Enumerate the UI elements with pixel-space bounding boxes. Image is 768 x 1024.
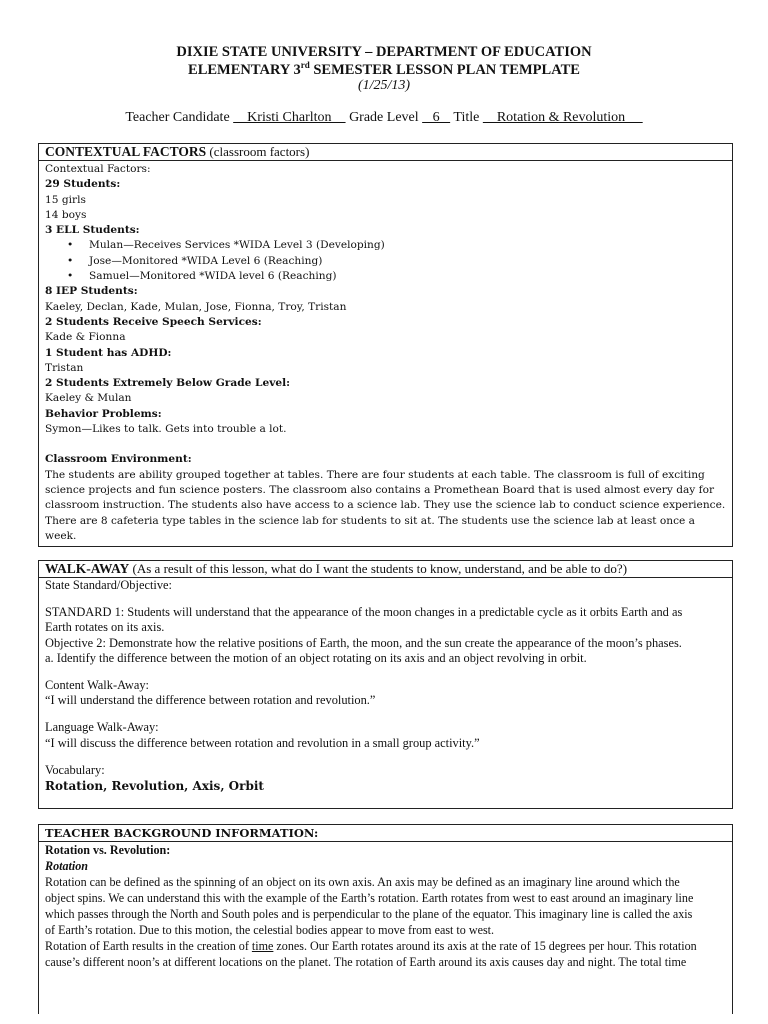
- contextual-factors-section: [38, 143, 733, 547]
- background-body: Rotation vs. Revolution: Rotation Rotation can be defined as the spinning of an object on its own axis. An axis may be defined as an imaginary line around which the object spins. We can understand this with the example of the Earth’s rotation. Earth rotates from west to east around an imaginary line which passes through the North and South poles and is perpendicular to the plane of the equator. This imaginary line is called the axis of Earth’s rotation. Due to this motion, the celestial bodies appear to move from east to west. Rotation of Earth results in the creation of time zones. Our Earth rotates around its axis at the rate of 15 degrees per hour. This rotation cause’s different noon’s at different locations on the planet. The rotation of Earth around its axis causes day and night. The total time: [45, 843, 697, 969]
- template-title: ELEMENTARY 3rd SEMESTER LESSON PLAN TEMPLATE: [188, 60, 580, 78]
- section-heading: WALK-AWAY (As a result of this lesson, what do I want the students to know, understand, and be able to do?): [39, 561, 732, 578]
- university-title: DIXIE STATE UNIVERSITY – DEPARTMENT OF EDUCATION: [176, 44, 592, 60]
- ell-list: [67, 238, 726, 284]
- grade-value: 6: [422, 110, 451, 125]
- title-label: Title: [453, 110, 480, 125]
- section-heading: CONTEXTUAL FACTORS (classroom factors): [39, 144, 732, 161]
- template-date: (1/25/13): [357, 78, 411, 93]
- walk-away-section: [38, 560, 733, 809]
- list-item: • Samuel—Monitored *WIDA level 6 (Reaching): [67, 269, 726, 284]
- teacher-background-section: [38, 824, 733, 1014]
- candidate-line: [0, 110, 768, 126]
- list-item: • Mulan—Receives Services *WIDA Level 3 (Developing): [67, 238, 726, 253]
- grade-label: Grade Level: [349, 110, 419, 125]
- teacher-value: Kristi Charlton: [233, 110, 346, 125]
- vocabulary-list: Rotation, Revolution, Axis, Orbit: [45, 779, 264, 794]
- list-item: • Jose—Monitored *WIDA Level 6 (Reaching): [67, 254, 726, 269]
- teacher-label: Teacher Candidate: [125, 110, 230, 125]
- title-value: Rotation & Revolution: [482, 110, 643, 125]
- section-heading: TEACHER BACKGROUND INFORMATION:: [39, 825, 732, 842]
- contextual-body: Contextual Factors: 29 Students: 15 girls 14 boys 3 ELL Students: • Mulan—Receives Services *WIDA Level 3 (Developing) • Jose—Monitored *WIDA Level 6 (Reaching) • Samuel—Monitored *WIDA level 6 (Reaching) 8 IEP Students: Kaeley, Declan, Kade, Mulan, Jose, Fionna, Troy, Tristan 2 Students Receive Speech Services: Kade & Fionna 1 Student has ADHD: Tristan 2 Students Extremely Below Grade Level: Kaeley & Mulan Behavior Problems: Symon—Likes to talk. Gets into trouble a lot. Classroom Environment: The students are ability grouped together at tables. There are four students at each table. The classroom is full of exciting science projects and fun science posters. The classroom also contains a Promethean Board that is used almost every day for classroom instruction. The students also have access to a science lab. They use the science lab to conduct science experience. There are 8 cafeteria type tables in the science lab for students to sit at. The students use the science lab at least once a week.: [39, 161, 732, 545]
- walk-away-body: State Standard/Objective: STANDARD 1: Students will understand that the appearance of the moon changes in a predictable cycle as it orbits Earth and as Earth rotates on its axis. Objective 2: Demonstrate how the relative positions of Earth, the moon, and the sun create the appearance of the moon’s phases. a. Identify the difference between the motion of an object rotating on its axis and an object revolving in orbit. Content Walk-Away: “I will understand the difference between rotation and revolution.” Language Walk-Away: “I will discuss the difference between rotation and revolution in a small group activity.” Vocabulary: Rotation, Revolution, Axis, Orbit: [39, 578, 732, 795]
